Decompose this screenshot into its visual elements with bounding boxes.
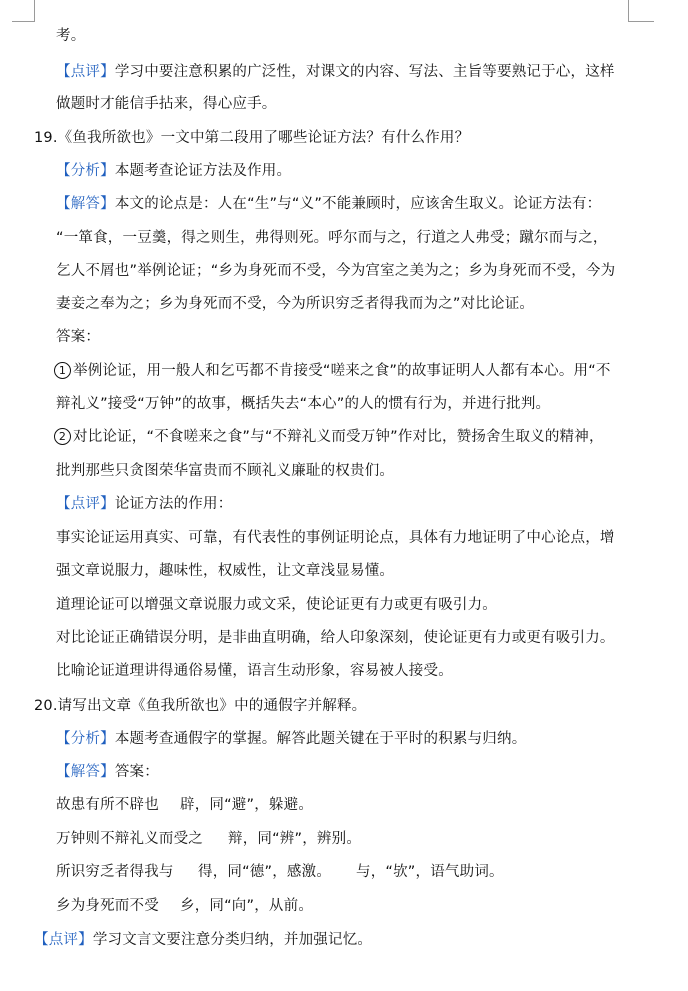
q20-row-3-note-2: 与，“欤”，语气助词。 <box>356 864 504 880</box>
q19-comment-tag: 【点评】 <box>56 496 115 512</box>
q19-answer-line-2: “一箪食，一豆羹，得之则生，弗得则死。呼尔而与之，行道之人弗受；蹴尔而与之， <box>56 230 608 246</box>
q19-answer-label-row <box>56 327 100 347</box>
q18-comment-tag: 【点评】 <box>56 64 115 80</box>
q20-row-2 <box>56 829 203 849</box>
q19-reason <box>56 595 497 615</box>
q20-row-3-note-2-wrap <box>356 862 504 882</box>
q19-item-2-line-1: 对比论证，“不食嗟来之食”与“不辩礼义而受万钟”作对比，赞扬舍生取义的精神， <box>73 429 604 445</box>
q19-answer-3 <box>56 261 615 281</box>
q19-reason-line: 道理论证可以增强文章说服力或文采，使论证更有力或更有吸引力。 <box>56 597 497 613</box>
q19-item-2-continued <box>56 461 394 481</box>
q19-item-2-number: 2 <box>54 428 71 445</box>
q19-answer-2 <box>56 228 608 248</box>
crop-mark-right-horizontal <box>628 21 654 22</box>
q19-answer-tag: 【解答】 <box>56 196 115 212</box>
q19-analysis <box>56 161 291 181</box>
q20-analysis-text: 本题考查通假字的掌握。解答此题关键在于平时的积累与归纳。 <box>114 731 527 747</box>
q19-contrast <box>56 628 615 648</box>
q20-question-text: 请写出文章《鱼我所欲也》中的通假字并解释。 <box>57 698 367 714</box>
q19-metaphor <box>56 661 453 681</box>
q20-row-4-phrase: 乡为身死而不受 <box>56 898 159 914</box>
q19-analysis-tag: 【分析】 <box>56 163 115 179</box>
q19-analysis-text: 本题考查论证方法及作用。 <box>114 163 292 179</box>
q20-row-2-note-wrap <box>228 829 361 849</box>
q20-comment-text: 学习文言文要注意分类归纳，并加强记忆。 <box>92 932 373 948</box>
q20-row-1 <box>56 795 159 815</box>
q19-item-2 <box>54 427 604 447</box>
q19-item-2-line-2: 批判那些只贪图荣华富贵而不顾礼义廉耻的权贵们。 <box>56 463 395 479</box>
q20-row-3 <box>56 862 174 882</box>
q19-fact-2 <box>56 561 394 581</box>
q20-row-1-phrase: 故患有所不辟也 <box>56 797 159 813</box>
q18-comment-continued <box>56 94 277 114</box>
continuation-text <box>56 26 85 46</box>
q20-answer-tag: 【解答】 <box>56 764 115 780</box>
crop-mark-left-vertical <box>34 0 35 22</box>
q19-answer-line-4: 妻妾之奉为之；乡为身死而不受，今为所识穷乏者得我而为之”对比论证。 <box>56 296 535 312</box>
q19-answer-4 <box>56 294 534 314</box>
q20-row-2-phrase: 万钟则不辩礼义而受之 <box>56 831 203 847</box>
q19-answer-label: 答案： <box>56 329 101 345</box>
q19-comment-text: 论证方法的作用： <box>114 496 233 512</box>
q20-comment <box>34 930 372 950</box>
q19-item-1-continued <box>56 394 550 414</box>
crop-mark-right-vertical <box>628 0 629 22</box>
q19-fact-1 <box>56 528 615 548</box>
q19-item-1-line-2: 辩礼义”接受“万钟”的故事，概括失去“本心”的人的惯有行为，并进行批判。 <box>56 396 551 412</box>
q19-fact-line-2: 强文章说服力，趣味性，权威性，让文章浅显易懂。 <box>56 563 395 579</box>
q20-row-3-phrase: 所识穷乏者得我与 <box>56 864 174 880</box>
q19-question <box>34 128 469 148</box>
q19-fact-line-1: 事实论证运用真实、可靠，有代表性的事例证明论点，具体有力地证明了中心论点，增 <box>56 530 615 546</box>
q20-row-2-note: 辩，同“辨”，辨别。 <box>228 831 362 847</box>
q20-number: 20. <box>34 698 58 714</box>
crop-mark-left-horizontal <box>12 21 35 22</box>
q19-metaphor-line: 比喻论证道理讲得通俗易懂，语言生动形象，容易被人接受。 <box>56 663 453 679</box>
q20-analysis <box>56 729 526 749</box>
q20-row-4-note-wrap <box>180 896 313 916</box>
q18-comment-text-1: 学习中要注意积累的广泛性，对课文的内容、写法、主旨等要熟记于心，这样 <box>114 64 615 80</box>
q19-answer-1 <box>56 194 601 214</box>
q20-row-3-note-1: 得，同“德”，感激。 <box>198 864 332 880</box>
q20-row-3-note-1-wrap <box>198 862 331 882</box>
q19-contrast-line: 对比论证正确错误分明，是非曲直明确，给人印象深刻，使论证更有力或更有吸引力。 <box>56 630 615 646</box>
q20-answer-text: 答案： <box>114 764 159 780</box>
q19-item-1-line-1: 举例论证，用一般人和乞丐都不肯接受“嗟来之食”的故事证明人人都有本心。用“不 <box>73 363 611 379</box>
q18-comment-text-2: 做题时才能信手拈来，得心应手。 <box>56 96 277 112</box>
q20-row-1-note-wrap <box>180 795 313 815</box>
q19-comment <box>56 494 232 514</box>
q19-answer-line-1: 本文的论点是：人在“生”与“义”不能兼顾时，应该舍生取义。论证方法有： <box>114 196 602 212</box>
q20-analysis-tag: 【分析】 <box>56 731 115 747</box>
continuation-label: 考。 <box>56 28 86 44</box>
q19-question-text: 《鱼我所欲也》一文中第二段用了哪些论证方法？有什么作用？ <box>57 130 470 146</box>
q20-row-1-note: 辟，同“避”，躲避。 <box>180 797 314 813</box>
q20-comment-tag: 【点评】 <box>34 932 93 948</box>
q20-answer <box>56 762 159 782</box>
q19-number: 19. <box>34 130 58 146</box>
q19-item-1-number: 1 <box>54 362 71 379</box>
q20-question <box>34 696 366 716</box>
q20-row-4 <box>56 896 159 916</box>
q19-item-1 <box>54 361 611 381</box>
q19-answer-line-3: 乞人不屑也”举例论证；“乡为身死而不受，今为宫室之美为之；乡为身死而不受，今为 <box>56 263 616 279</box>
q18-comment <box>56 62 615 82</box>
q20-row-4-note: 乡，同“向”，从前。 <box>180 898 314 914</box>
